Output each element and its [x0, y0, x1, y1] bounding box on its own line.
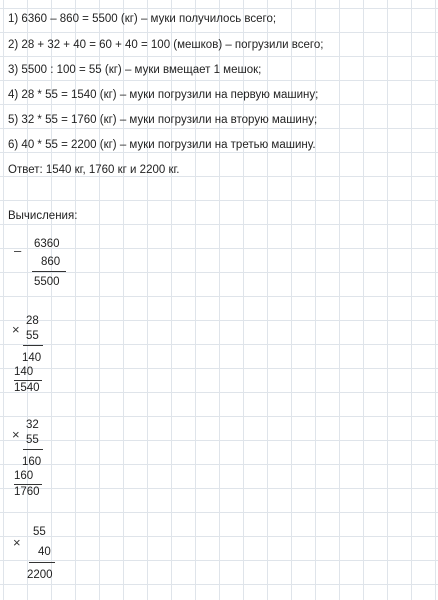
calc1-minuend: 6360 — [34, 238, 60, 250]
times-sign: × — [12, 427, 20, 442]
calc3-bar-1 — [23, 449, 43, 450]
solution-line-6: 6) 40 * 55 = 2200 (кг) – муки погрузили на третью машину. — [8, 139, 316, 151]
solution-line-5: 5) 32 * 55 = 1760 (кг) – муки погрузили на вторую машину; — [8, 114, 318, 126]
calc3-factor-b: 55 — [26, 434, 39, 446]
calc3-partial-2: 160 — [14, 470, 34, 482]
minus-sign: – — [14, 243, 22, 258]
calc1-subtrahend: 860 — [41, 256, 61, 268]
calc4-factor-a: 55 — [33, 526, 46, 538]
solution-line-3: 3) 5500 : 100 = 55 (кг) – муки вмещает 1 мешок; — [8, 64, 262, 76]
calc2-factor-b: 55 — [26, 330, 39, 342]
calc1-bar — [32, 271, 66, 272]
solution-line-1: 1) 6360 – 860 = 5500 (кг) – муки получилось всего; — [8, 13, 277, 25]
calc1-result: 5500 — [34, 276, 60, 288]
times-sign: × — [13, 535, 21, 550]
calc2-result: 1540 — [14, 382, 40, 394]
calc4-result: 2200 — [27, 569, 53, 581]
calc4-bar — [29, 562, 55, 563]
calc2-factor-a: 28 — [26, 315, 39, 327]
calc3-factor-a: 32 — [26, 419, 39, 431]
calc3-partial-1: 160 — [22, 456, 42, 468]
solution-line-4: 4) 28 * 55 = 1540 (кг) – муки погрузили на первую машину; — [8, 89, 319, 101]
calc2-partial-1: 140 — [22, 352, 42, 364]
solution-line-2: 2) 28 + 32 + 40 = 60 + 40 = 100 (мешков) – погрузили всего; — [8, 39, 324, 51]
calc2-bar-2 — [14, 380, 42, 381]
calc3-result: 1760 — [14, 486, 40, 498]
calc-heading: Вычисления: — [8, 210, 78, 222]
calc2-partial-2: 140 — [14, 366, 34, 378]
calc3-bar-2 — [14, 484, 42, 485]
answer-line: Ответ: 1540 кг, 1760 кг и 2200 кг. — [8, 164, 180, 176]
calc4-factor-b: 40 — [38, 546, 51, 558]
times-sign: × — [12, 322, 20, 337]
calc2-bar-1 — [23, 345, 43, 346]
